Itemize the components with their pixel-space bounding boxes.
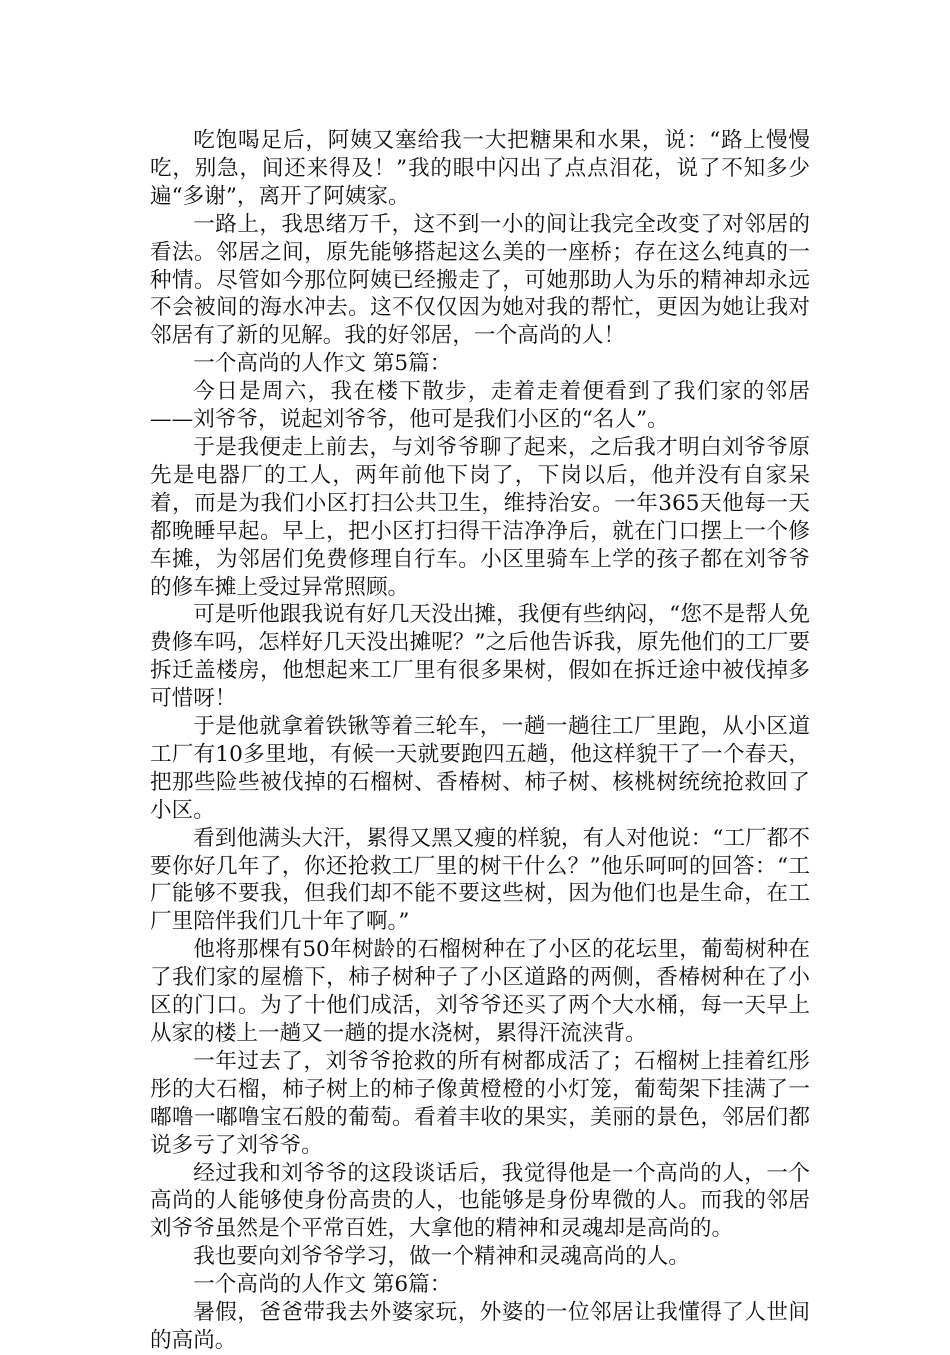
paragraph-6: 于是他就拿着铁锹等着三轮车，一趟一趟往工厂里跑，从小区道工厂有10多里地，有候一天就要跑四五趟，他这样貌干了一个春天，把那些险些被伐掉的石榴树、香椿树、柿子树、核桃树统统抢救回了小区。	[150, 714, 810, 823]
paragraph-8: 他将那棵有50年树龄的石榴树种在了小区的花坛里，葡萄树种在了我们家的屋檐下，柿子树种子了小区道路的两侧，香椿树种在了小区的门口。为了十他们成活，刘爷爷还买了两个大水桶，每一天早上从家的楼上一趟又一趟的提水浇树，累得汗流浃背。	[150, 937, 810, 1046]
paragraph-9: 一年过去了，刘爷爷抢救的所有树都成活了；石榴树上挂着红彤彤的大石榴，柿子树上的柿子像黄橙橙的小灯笼，葡萄架下挂满了一嘟噜一嘟噜宝石般的葡萄。看着丰收的果实，美丽的景色，邻居们都说多亏了刘爷爷。	[150, 1048, 810, 1158]
document-body	[150, 127, 810, 1355]
paragraph-2: 一路上，我思绪万千，这不到一小的间让我完全改变了对邻居的看法。邻居之间，原先能够搭起这么美的一座桥；存在这么纯真的一种情。尽管如今那位阿姨已经搬走了，可她那助人为乐的精神却永远不会被间的海水冲去。这不仅仅因为她对我的帮忙，更因为她让我对邻居有了新的见解。我的好邻居，一个高尚的人！	[150, 211, 810, 349]
paragraph-5: 可是听他跟我说有好几天没出摊，我便有些纳闷，“您不是帮人免费修车吗，怎样好几天没出摊呢？”之后他告诉我，原先他们的工厂要拆迁盖楼房，他想起来工厂里有很多果树，假如在拆迁途中被伐掉多可惜呀！	[150, 602, 810, 712]
paragraph-1: 吃饱喝足后，阿姨又塞给我一大把糖果和水果，说：“路上慢慢吃，别急，间还来得及！”我的眼中闪出了点点泪花，说了不知多少遍“多谢”，离开了阿姨家。	[150, 128, 810, 209]
paragraph-7: 看到他满头大汗，累得又黑又瘦的样貌，有人对他说：“工厂都不要你好几年了，你还抢救工厂里的树干什么？”他乐呵呵的回答：“工厂能够不要我，但我们却不能不要这些树，因为他们也是生命，在工厂里陪伴我们几十年了啊。”	[150, 825, 810, 935]
section-heading-5: 一个高尚的人作文 第5篇：	[193, 351, 452, 377]
paragraph-11: 我也要向刘爷爷学习，做一个精神和灵魂高尚的人。	[193, 1244, 690, 1270]
paragraph-12: 暑假，爸爸带我去外婆家玩，外婆的一位邻居让我懂得了人世间的高尚。	[150, 1300, 810, 1353]
paragraph-4: 于是我便走上前去，与刘爷爷聊了起来，之后我才明白刘爷爷原先是电器厂的工人，两年前他下岗了，下岗以后，他并没有自家呆着，而是为我们小区打扫公共卫生，维持治安。一年365天他每一天都晚睡早起。早上，把小区打扫得干洁净净后，就在门口摆上一个修车摊，为邻居们免费修理自行车。小区里骑车上学的孩子都在刘爷爷的修车摊上受过异常照顾。	[150, 434, 810, 600]
paragraph-10: 经过我和刘爷爷的这段谈话后，我觉得他是一个高尚的人，一个高尚的人能够使身份高贵的人，也能够是身份卑微的人。而我的邻居刘爷爷虽然是个平常百姓，大拿他的精神和灵魂却是高尚的。	[150, 1160, 810, 1242]
paragraph-3: 今日是周六，我在楼下散步，走着走着便看到了我们家的邻居——刘爷爷，说起刘爷爷，他可是我们小区的“名人”。	[150, 379, 810, 433]
section-heading-6: 一个高尚的人作文 第6篇：	[193, 1272, 452, 1298]
